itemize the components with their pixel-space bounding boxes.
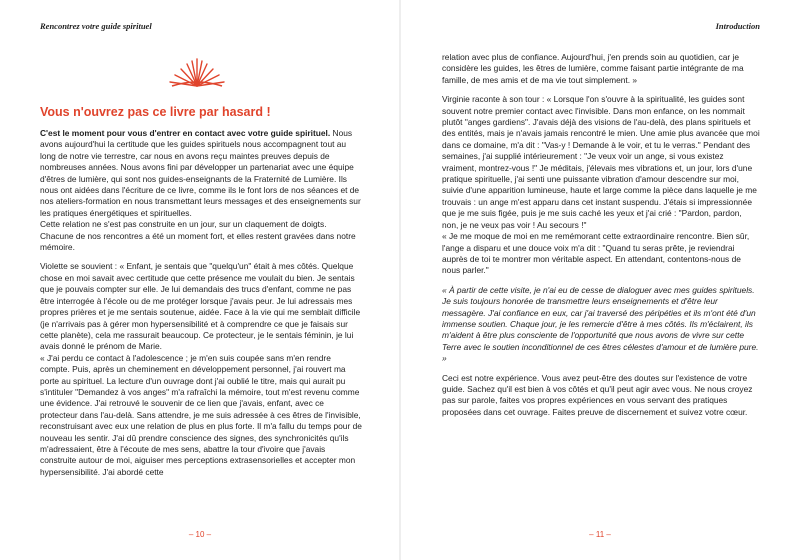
right-body-text bbox=[442, 52, 760, 418]
paragraph: relation avec plus de confiance. Aujourd'hui, j'en prends soin au quotidien, car je considère les guides, les êtres de lumière, comme faisant partie intégrante de ma famille, de mes amis et de ma vie tout simplement. » bbox=[442, 52, 744, 85]
quote-paragraph: « À partir de cette visite, je n'ai eu de cesse de dialoguer avec mes guides spirituels. Je suis toujours honorée de transmettre leurs enseignements et d'être leur messagère. J'ai confiance en eux, car j'ai traversé des péripéties et ils m'ont été d'un immense soutien. Chaque jour, je les remercie d'être à mes côtés. Ils m'éclairent, ils m'aident à être plus consciente de l'opportunité que nous avons de vivre sur cette Terre avec le soutien inconditionnel de ces êtres célestes d'amour et de lumière pure. » bbox=[442, 284, 759, 364]
running-head-right: Introduction bbox=[715, 21, 760, 31]
running-head-left: Rencontrez votre guide spirituel bbox=[40, 21, 152, 31]
paragraph: Cette relation ne s'est pas construite en un jour, sur un claquement de doigts. Chacune de nos rencontres a été un moment fort, et elles restent gravées dans notre mémoire. bbox=[40, 219, 356, 253]
lead-sentence: C'est le moment pour vous d'entrer en contact avec votre guide spirituel. bbox=[40, 128, 331, 138]
page-number-left: – 10 – bbox=[188, 530, 212, 539]
paragraph-text: Nous avons aujourd'hui la certitude que les guides spirituels nous accompagnent tout au long de notre vie terrestre, car nous en avons reçu maintes preuves depuis de nombreuses années. Nous avons fini par développer un partenariat avec une équipe d'êtres de lumière, qui sont nos guides-enseignants de la Fraternité de Lumière. Ils nous ont aidées dans l'écriture de ce livre, comme ils le font lors de nos séances et de nos ateliers-formation en nous transmettant leurs messages et des enseignements sur les pratiques énergétiques et spirituelles. bbox=[40, 128, 361, 218]
paragraph: Ceci est notre expérience. Vous avez peut-être des doutes sur l'existence de votre guide. Sachez qu'il est bien à vos côtés et qu'il peut agir avec vous. Ne nous croyez pas sur parole, faites vos propres expériences en vous servant des pratiques proposées dans cet ouvrage. Faites preuve de discernement et suivez votre cœur. bbox=[442, 372, 753, 417]
section-title: Vous n'ouvrez pas ce livre par hasard ! bbox=[40, 105, 271, 119]
paragraph: Violette se souvient : « Enfant, je sentais que "quelqu'un" était à mes côtés. Quelque chose en moi savait avec certitude que cette présence me voulait du bien. Je sentais que je pouvais compter sur elle. Je lui demandais des trucs d'enfant, comme ne pas être interrogée à l'école ou de me protéger lorsque j'avais peur. Je lui adressais mes propres prières et je me sentais soutenue, aidée. Face à la vie qui me semblait difficile (je n'arrivais pas à gérer mon hypersensibilité et à comprendre ce que je faisais sur cette planète), cela me rassurait beaucoup. Ce protecteur, je le sentais féminin, je lui avais donné le prénom de Marie. bbox=[40, 261, 361, 352]
right-page bbox=[400, 0, 800, 560]
paragraph: « J'ai perdu ce contact à l'adolescence ; je m'en suis coupée sans m'en rendre compte. Puis, après un cheminement en développement personnel, j'ai rouvert ma porte au spirituel. La lecture d'un ouvrage dont j'ai oublié le titre, mais qui aurait pu s'intituler "Demandez à vos anges" m'a rafraîchi la mémoire, tout m'est revenu comme une évidence. J'ai retrouvé le souvenir de ce lien que j'avais, enfant, avec ce protecteur dans l'au-delà. Sans attendre, je me suis adressée à ces êtres de l'invisible, reconstruisant avec eux une relation de plus en plus forte. Il m'a fallu du temps pour de nouveau les sentir. J'ai dû prendre conscience des signes, des synchronicités qu'ils m'adressaient, être à l'écoute de mes sens, abattre la tour d'ivoire que j'avais construite autour de moi, aiguiser mes perceptions extrasensorielles et accepter mon hypersensibilité. J'ai abordé cette bbox=[40, 352, 362, 477]
page-number-right: – 11 – bbox=[589, 530, 611, 539]
left-body-text bbox=[40, 128, 362, 478]
paragraph bbox=[40, 128, 362, 219]
paragraph: « Je me moque de moi en me remémorant cette extraordinaire rencontre. Bien sûr, l'ange a disparu et une douce voix m'a dit : "Quand tu seras prête, je reviendrai auprès de toi te montrer mon véritable aspect. En attendant, contentons-nous de nous parler." bbox=[442, 231, 750, 276]
paragraph: Virginie raconte à son tour : « Lorsque l'on s'ouvre à la spiritualité, les guides sont souvent notre premier contact avec l'invisible. Dans mon enfance, on les nommait plutôt "anges gardiens". J'avais déjà des visions de l'au-delà, des plans spirituels et des entités, mais je n'avais jamais rencontré le mien. Une amie plus avancée que moi dans ce domaine, m'a dit : "Vas-y ! Demande à le voir, et tu le verras." Pendant des semaines, j'ai supplié intérieurement : "Je veux voir un ange, si vous existez vraiment, montrez-vous !" Je méditais, j'élevais mes vibrations et, un jour, lors d'une pratique spirituelle, j'ai senti une puissante vibration d'amour descendre sur moi, suivie d'une apparition lumineuse, haute et large comme la pièce dans laquelle je me trouvais : un ange m'est apparu dans cet instant suspendu. J'étais si impressionnée que je me suis figée, puis je me suis caché les yeux et j'ai crié : "Pardon, pardon, non, je ne veux pas voir ! Au secours !" bbox=[442, 94, 760, 230]
sunburst-ornament-icon bbox=[166, 56, 228, 88]
